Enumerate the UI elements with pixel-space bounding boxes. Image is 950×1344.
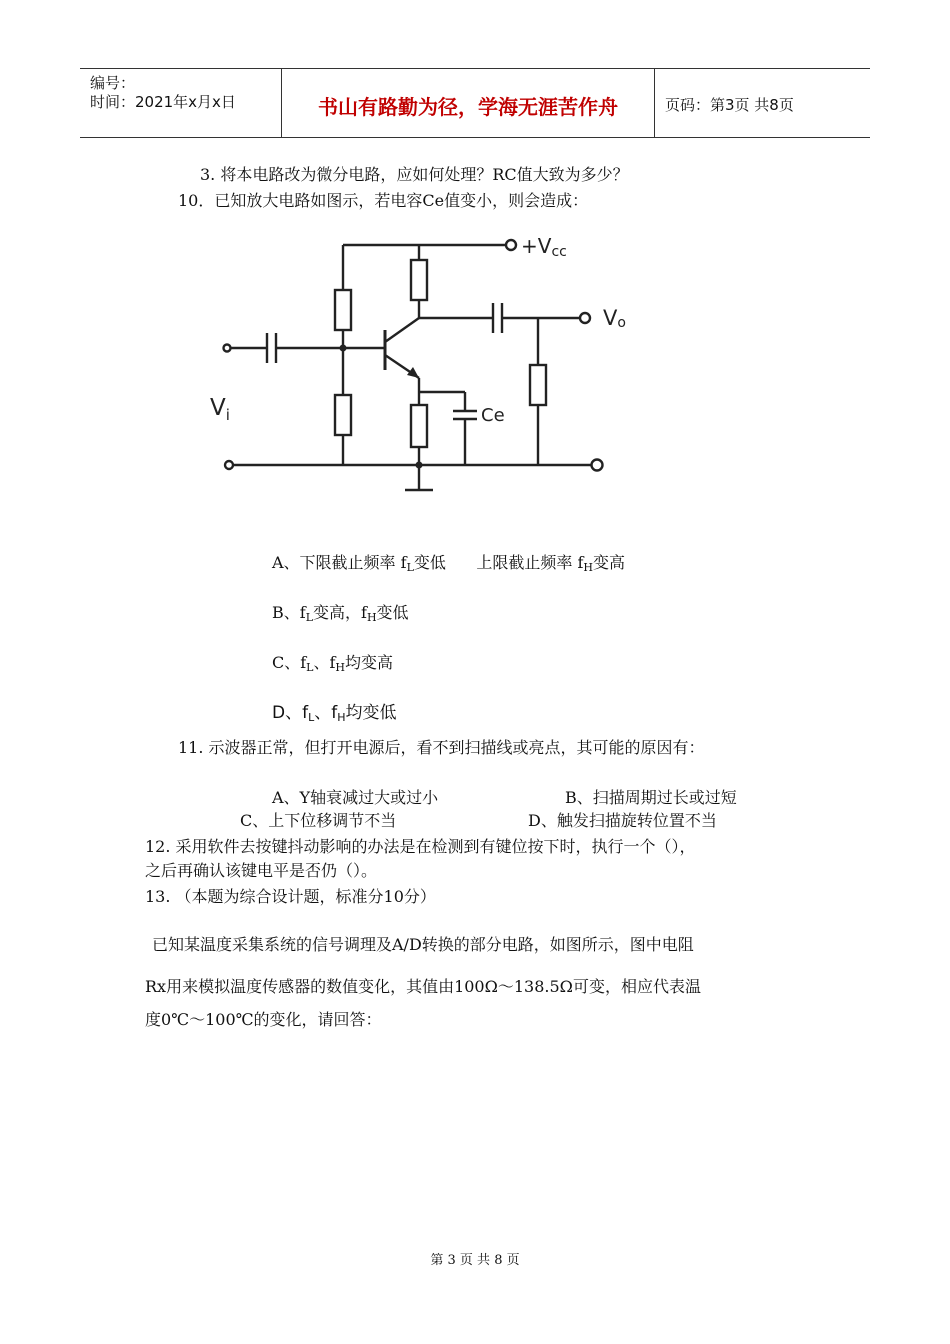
q10-option-d [272, 698, 397, 724]
q10-option-b-mid: 变高，f [313, 603, 367, 622]
q10-option-c-prefix: C、f [272, 653, 307, 672]
vo-label [603, 306, 626, 331]
q10-option-b-sub1: L [305, 611, 313, 624]
question-13-paragraph-2: Rx用来模拟温度传感器的数值变化，其值由100Ω～138.5Ω可变，相应代表温 [145, 977, 701, 996]
q11-option-a: A、Y轴衰减过大或过小 [272, 788, 439, 807]
q10-option-b [272, 600, 409, 624]
header-divider [281, 69, 282, 137]
q10-option-b-suffix: 变低 [376, 603, 409, 622]
vcc-label [521, 234, 567, 260]
q10-option-c-sub2: H [335, 661, 346, 674]
q10-option-b-prefix: B、f [272, 603, 306, 622]
q10-option-d-sub2: H [337, 711, 346, 724]
vcc-label-sub: cc [551, 244, 567, 260]
q10-option-c-sub1: L [306, 661, 314, 674]
q11-option-b: B、扫描周期过长或过短 [565, 788, 737, 807]
q10-option-a [272, 550, 625, 574]
q10-option-c-suffix: 均变高 [345, 653, 394, 672]
question-13-paragraph-3: 度0℃～100℃的变化，请回答： [145, 1010, 382, 1029]
header-number-label: 编号： [90, 74, 136, 92]
ce-label: Ce [481, 405, 505, 426]
q10-option-a-suffix: 变高 [593, 553, 626, 572]
header-meta [90, 74, 236, 112]
vi-label [210, 395, 230, 424]
vo-label-sub: o [617, 315, 626, 331]
q10-option-d-prefix: D、f [272, 703, 309, 723]
q10-option-c [272, 650, 393, 674]
header-page-info: 页码：第3页 共8页 [665, 96, 794, 114]
question-11: 11. 示波器正常，但打开电源后，看不到扫描线或亮点，其可能的原因有： [178, 738, 705, 757]
page-header [80, 68, 870, 138]
q10-option-d-mid: 、f [314, 703, 338, 723]
question-13-paragraph-1: 已知某温度采集系统的信号调理及A/D转换的部分电路，如图所示，图中电阻 [152, 935, 694, 954]
q10-option-a-prefix: A、下限截止频率 f [272, 553, 407, 572]
amplifier-circuit-diagram [205, 225, 625, 500]
q10-option-a-sub1: L [406, 561, 414, 574]
question-12-line-2: 之后再确认该键电平是否仍（）。 [145, 861, 378, 880]
vcc-label-text: +V [521, 234, 552, 258]
question-3: 3. 将本电路改为微分电路，应如何处理？RC值大致为多少？ [200, 165, 629, 184]
q10-option-a-mid: 变低 上限截止频率 f [413, 553, 584, 572]
q10-option-c-mid: 、f [313, 653, 336, 672]
vo-label-text: V [603, 306, 618, 330]
question-12-line-1: 12. 采用软件去按键抖动影响的办法是在检测到有键位按下时，执行一个（）， [145, 837, 696, 856]
q10-option-b-sub2: H [366, 611, 377, 624]
question-10: 10．已知放大电路如图示，若电容Ce值变小，则会造成： [178, 191, 589, 210]
q11-option-c: C、上下位移调节不当 [240, 811, 397, 830]
header-time-label: 时间：2021年x月x日 [90, 93, 236, 111]
question-13: 13. （本题为综合设计题，标准分10分） [145, 887, 436, 906]
vi-label-sub: i [225, 406, 230, 424]
header-divider [654, 69, 655, 137]
q10-option-d-sub1: L [308, 711, 315, 724]
vi-label-text: V [210, 395, 226, 421]
q11-option-d: D、触发扫描旋转位置不当 [528, 811, 717, 830]
q10-option-a-sub2: H [583, 561, 594, 574]
header-motto: 书山有路勤为径，学海无涯苦作舟 [318, 95, 618, 119]
q10-option-d-suffix: 均变低 [345, 703, 397, 723]
page-footer: 第 3 页 共 8 页 [430, 1253, 520, 1268]
